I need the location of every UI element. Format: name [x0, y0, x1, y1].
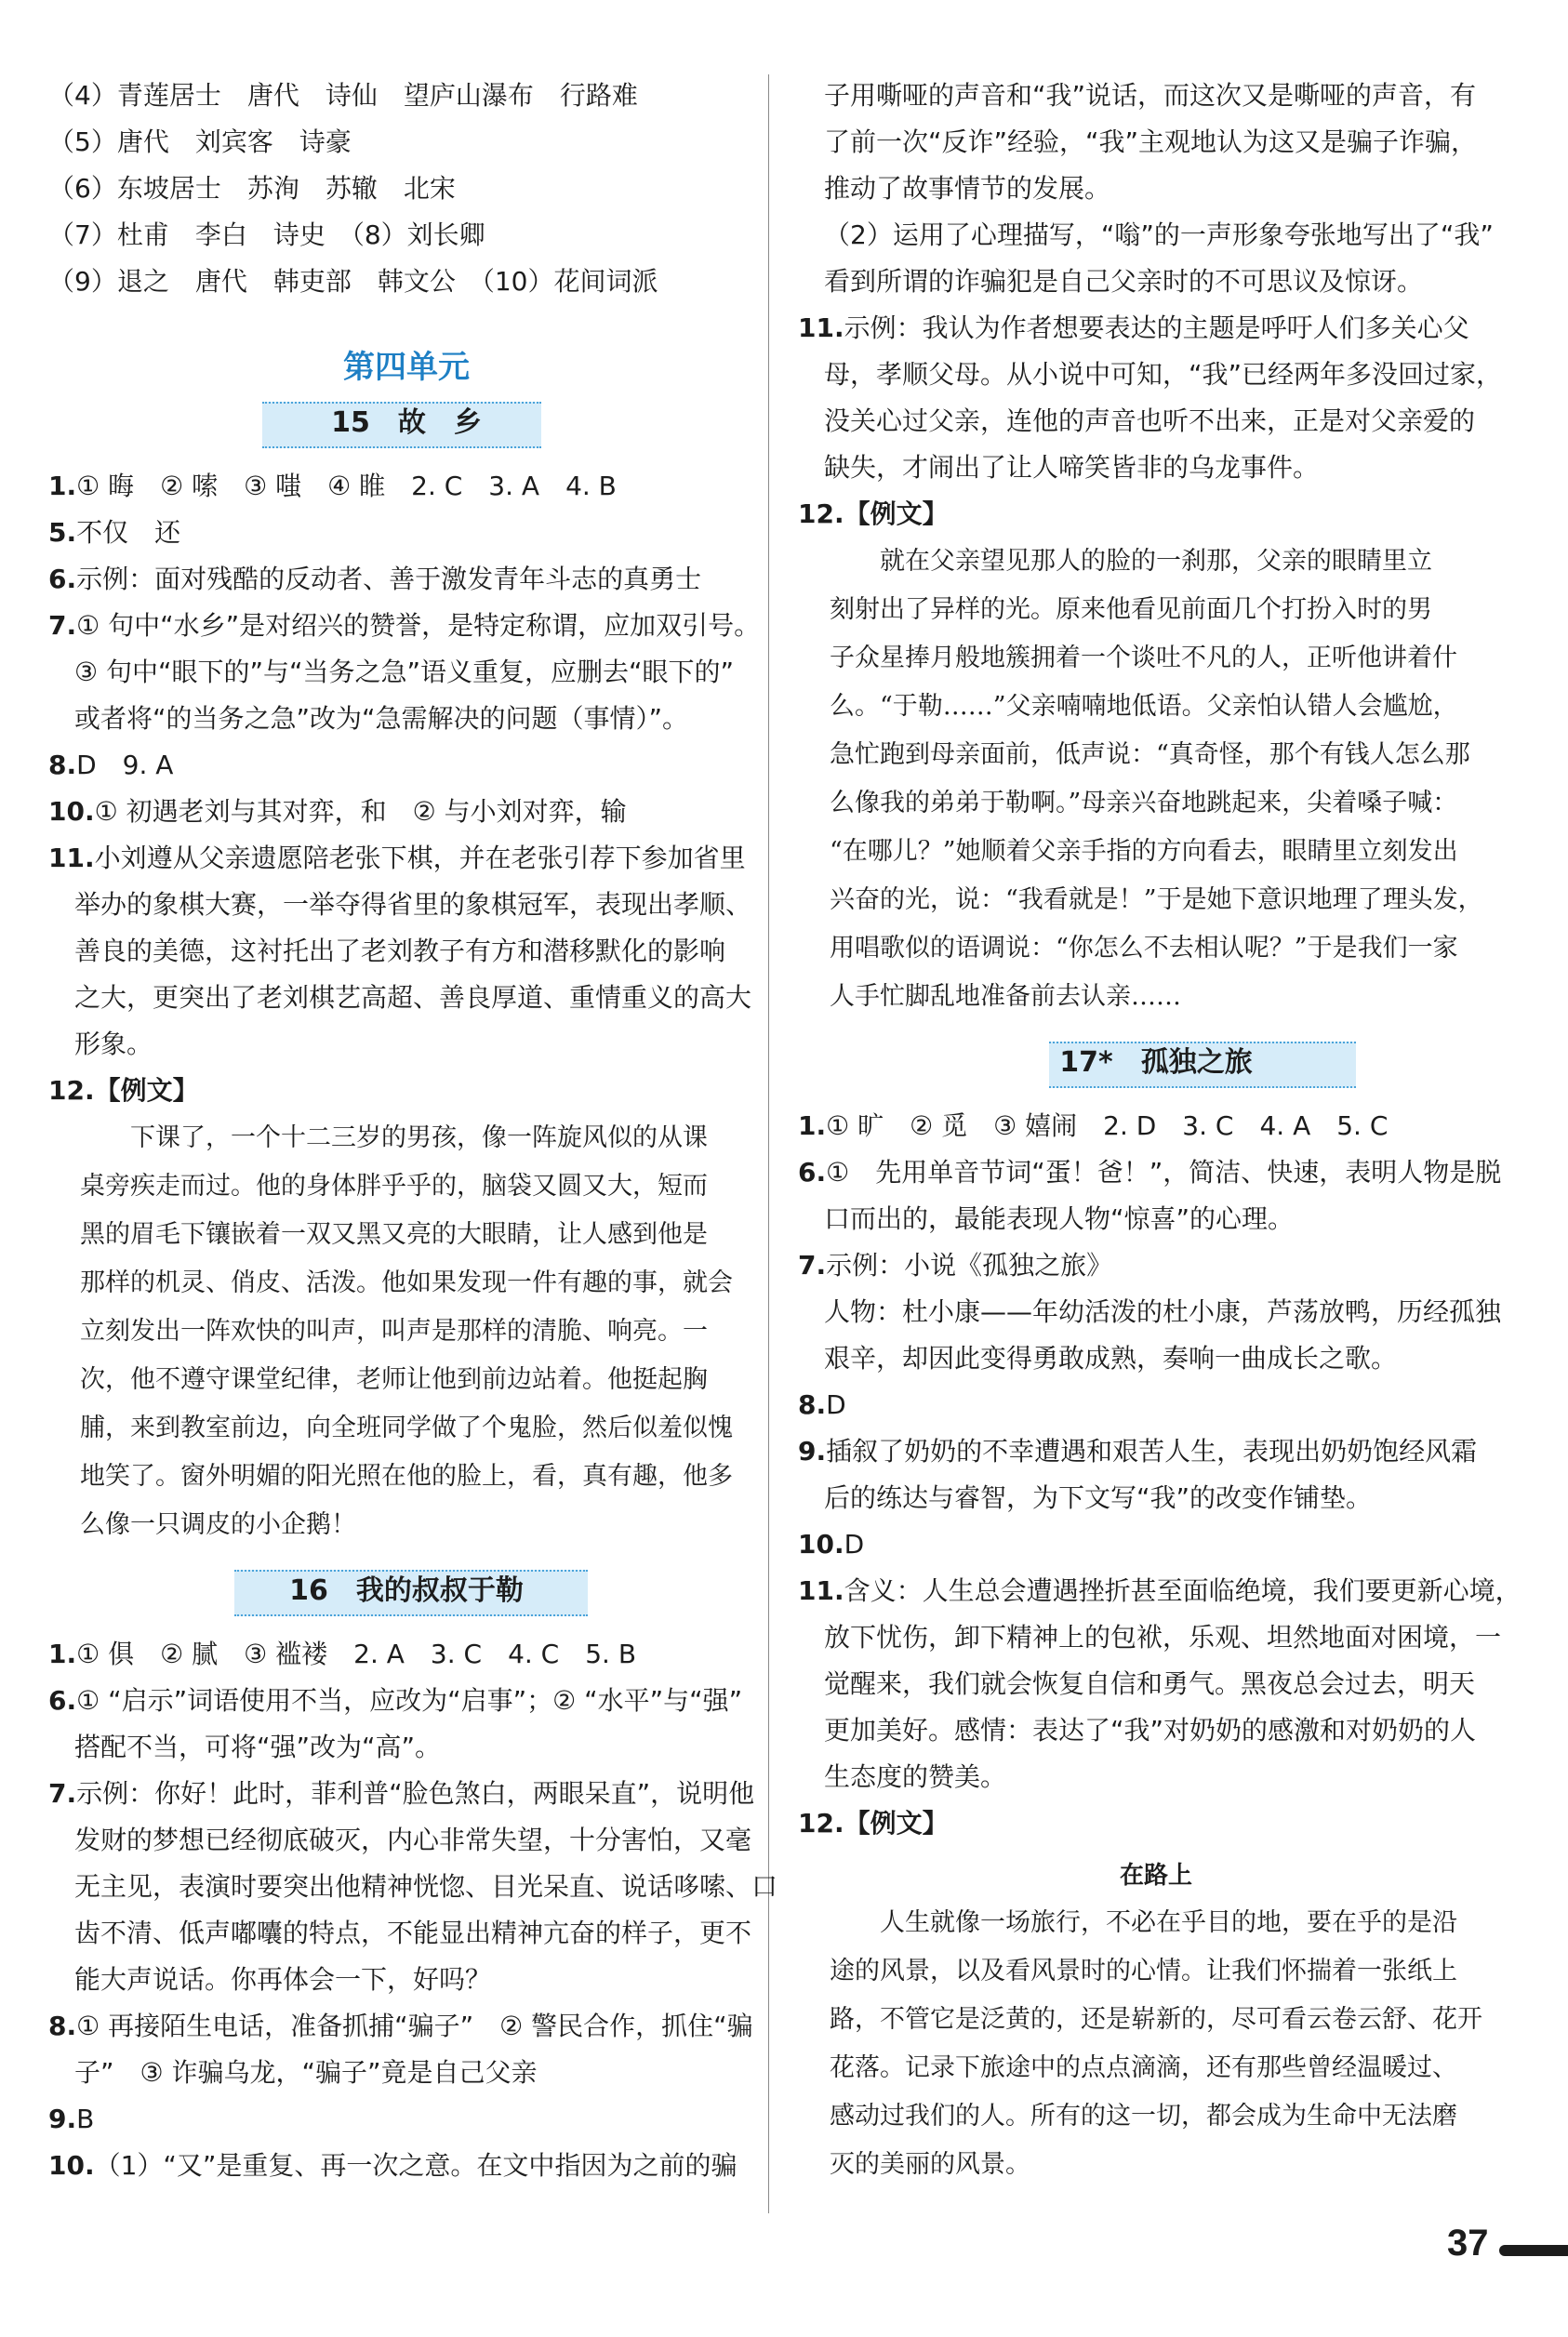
answer-number: 7. [48, 610, 77, 641]
answer-line: 看到所谓的诈骗犯是自己父亲时的不可思议及惊讶。 [824, 266, 1424, 297]
essay-line: 地笑了。窗外明媚的阳光照在他的脸上，看，真有趣，他多 [80, 1462, 733, 1491]
answer-line: 口而出的，最能表现人物“惊喜”的心理。 [824, 1203, 1295, 1234]
answer-number: 7. [48, 1778, 77, 1809]
answer-line [798, 1800, 1514, 1847]
answer-line [48, 835, 764, 882]
answer-line: （5）唐代 刘宾客 诗豪 [48, 126, 352, 157]
answer-line [798, 1242, 1514, 1289]
answer-text: ① 再接陌生电话，准备抓捕“骗子” ② 警民合作，抓住“骗 [76, 2011, 753, 2041]
answer-number: 12. [798, 498, 844, 529]
example-label: 【例文】 [844, 1808, 949, 1839]
essay-line: 用唱歌似的语调说：“你怎么不去相认呢？”于是我们一家 [830, 934, 1458, 963]
essay-line: 花落。记录下旅途中的点点滴滴，还有那些曾经温暖过、 [830, 2053, 1457, 2082]
answer-line: （6）东坡居士 苏洵 苏辙 北宋 [48, 173, 456, 204]
answer-line [798, 491, 1514, 538]
answer-line: 善良的美德，这衬托出了老刘教子有方和潜移默化的影响 [74, 936, 726, 966]
answer-line: 人物：杜小康——年幼活泼的杜小康，芦荡放鸭，历经孤独 [824, 1296, 1502, 1327]
answer-line [798, 1103, 1514, 1149]
answer-text: ① 初遇老刘与其对弈，和 ② 与小刘对弈，输 [94, 796, 627, 827]
answer-line [48, 1678, 764, 1724]
answer-number: 8. [48, 2011, 77, 2041]
lesson-15-title: 15 故 乡 [331, 406, 482, 439]
answer-line [48, 742, 764, 789]
answer-line [798, 1149, 1514, 1196]
answer-text: D 9. A [76, 750, 174, 780]
answer-line [48, 1631, 764, 1678]
essay-line: 子众星捧月般地簇拥着一个谈吐不凡的人，正听他讲着什 [830, 644, 1457, 672]
answer-line: （2）运用了心理描写，“嗡”的一声形象夸张地写出了“我” [824, 219, 1494, 250]
answer-number: 9. [798, 1436, 827, 1467]
answer-line: 推动了故事情节的发展。 [824, 173, 1111, 204]
answer-line: 搭配不当，可将“强”改为“高”。 [74, 1732, 442, 1762]
answer-line: 之大，更突出了老刘棋艺高超、善良厚道、重情重义的高大 [74, 982, 752, 1013]
answer-number: 7. [798, 1250, 827, 1281]
lesson-16-answers [48, 1631, 778, 2189]
answer-line [48, 556, 764, 603]
essay-line: 么像一只调皮的小企鹅！ [80, 1510, 356, 1539]
answer-line: 母，孝顺父母。从小说中可知，“我”已经两年多没回过家， [824, 359, 1503, 390]
answer-number: 11. [798, 1575, 844, 1606]
essay-line: 灭的美丽的风景。 [830, 2150, 1030, 2179]
answer-text: ① 俱 ② 腻 ③ 褴褛 2. A 3. C 4. C 5. B [76, 1639, 637, 1669]
answer-text: 含义：人生总会遭遇挫折甚至面临绝境，我们要更新心境， [844, 1575, 1521, 1606]
essay-line: 下课了，一个十二三岁的男孩，像一阵旋风似的从课 [80, 1123, 708, 1152]
essay-line: 桌旁疾走而过。他的身体胖乎乎的，脑袋又圆又大，短而 [80, 1172, 708, 1201]
essay-line: 么像我的弟弟于勒啊。”母亲兴奋地跳起来，尖着嗓子喊： [830, 789, 1458, 817]
answer-line: 举办的象棋大赛，一举夺得省里的象棋冠军，表现出孝顺、 [74, 889, 752, 920]
essay-title: 在路上 [1119, 1862, 1192, 1890]
answer-line [48, 1771, 764, 1817]
answer-number: 8. [798, 1389, 827, 1420]
answer-line: 齿不清、低声嘟囔的特点，不能显出精神亢奋的样子，更不 [74, 1918, 752, 1948]
essay-line: 人手忙脚乱地准备前去认亲…… [830, 982, 1181, 1011]
answer-text: ① 晦 ② 嗦 ③ 嗤 ④ 睢 2. C 3. A 4. B [76, 471, 617, 501]
essay-line: 次，他不遵守课堂纪律，老师让他到前边站着。他挺起胸 [80, 1365, 708, 1394]
example-label: 【例文】 [94, 1075, 199, 1106]
answer-line: ③ 句中“眼下的”与“当务之急”语义重复，应删去“眼下的” [74, 657, 735, 687]
answer-number: 1. [48, 471, 77, 501]
lesson-17-essay [798, 1899, 1514, 2189]
answer-line: 没关心过父亲，连他的声音也听不出来，正是对父亲爱的 [824, 405, 1476, 436]
lesson-15-header [48, 398, 764, 450]
lesson-16-title: 16 我的叔叔于勒 [289, 1574, 524, 1607]
answer-line [798, 1428, 1514, 1475]
answer-text: ① 旷 ② 觅 ③ 嬉闹 2. D 3. C 4. A 5. C [826, 1110, 1389, 1141]
answer-number: 6. [798, 1157, 827, 1188]
answer-line: （9）退之 唐代 韩吏部 韩文公 （10）花间词派 [48, 266, 658, 297]
answer-number: 10. [48, 796, 95, 827]
answer-line: 觉醒来，我们就会恢复自信和勇气。黑夜总会过去，明天 [824, 1668, 1476, 1699]
right-column [798, 73, 1521, 2189]
answer-number: 12. [798, 1808, 844, 1839]
answer-line: 能大声说话。你再体会一下，好吗？ [74, 1964, 492, 1995]
lesson-15-essay [48, 1114, 764, 1549]
answer-line: 形象。 [74, 1029, 153, 1059]
answer-line: 艰辛，却因此变得勇敢成熟，奏响一曲成长之歌。 [824, 1343, 1398, 1374]
answer-line: 无主见，表演时要突出他精神恍惚、目光呆直、说话哆嗦、口 [74, 1871, 778, 1902]
answer-line [798, 1521, 1514, 1568]
lesson-16-header [48, 1566, 764, 1618]
answer-number: 6. [48, 1685, 77, 1716]
answer-line [48, 2003, 764, 2050]
answer-line: 子” ③ 诈骗乌龙，“骗子”竟是自己父亲 [74, 2057, 538, 2088]
answer-number: 9. [48, 2104, 77, 2134]
answer-number: 8. [48, 750, 77, 780]
lesson-17-header [798, 1038, 1514, 1090]
page-number: 37 [1447, 2223, 1489, 2264]
answer-line [798, 305, 1514, 352]
answer-text: D [844, 1529, 865, 1560]
answer-text: 不仅 还 [76, 517, 181, 548]
essay-line: 兴奋的光，说：“我看就是！”于是她下意识地理了理头发， [830, 885, 1483, 914]
answer-line: 缺失，才闹出了让人啼笑皆非的乌龙事件。 [824, 452, 1320, 483]
answer-line [48, 789, 764, 835]
answer-line [48, 463, 764, 510]
essay-line: 么。“于勒……”父亲喃喃地低语。父亲怕认错人会尴尬， [830, 692, 1458, 721]
unit-title: 第四单元 [343, 349, 470, 386]
essay-line: 路，不管它是泛黄的，还是崭新的，尽可看云卷云舒、花开 [830, 2005, 1482, 2034]
answer-text: 小刘遵从父亲遗愿陪老张下棋，并在老张引荐下参加省里 [94, 843, 746, 873]
answer-text: 示例：我认为作者想要表达的主题是呼吁人们多关心父 [844, 312, 1469, 343]
answer-line: 更加美好。感情：表达了“我”对奶奶的感激和对奶奶的人 [824, 1715, 1477, 1746]
lesson-16-essay [798, 538, 1514, 1021]
lesson-16-continued [798, 73, 1514, 538]
answer-number: 10. [798, 1529, 844, 1560]
answer-line: 或者将“的当务之急”改为“急需解决的问题（事情）”。 [74, 703, 689, 734]
answer-number: 11. [798, 312, 844, 343]
answer-line: 放下忧伤，卸下精神上的包袱，乐观、坦然地面对困境，一 [824, 1622, 1502, 1653]
answer-line [798, 1568, 1521, 1614]
essay-line: 急忙跑到母亲面前，低声说：“真奇怪，那个有钱人怎么那 [830, 740, 1470, 769]
answer-text: 插叙了奶奶的不幸遭遇和艰苦人生，表现出奶奶饱经风霜 [826, 1436, 1478, 1467]
lesson-17-title: 17* 孤独之旅 [1059, 1046, 1253, 1079]
answer-line: 了前一次“反诈”经验，“我”主观地认为这又是骗子诈骗， [824, 126, 1478, 157]
answer-text: 示例：小说《孤独之旅》 [826, 1250, 1113, 1281]
essay-line: “在哪儿？”她顺着父亲手指的方向看去，眼睛里立刻发出 [830, 837, 1458, 866]
essay-line: 就在父亲望见那人的脸的一刹那，父亲的眼睛里立 [830, 547, 1432, 576]
answer-line [48, 510, 764, 556]
essay-line: 人生就像一场旅行，不必在乎目的地，要在乎的是沿 [830, 1908, 1457, 1937]
essay-line: 立刻发出一阵欢快的叫声，叫声是那样的清脆、响亮。一 [80, 1317, 708, 1346]
answer-line [48, 2096, 764, 2143]
example-label: 【例文】 [844, 498, 949, 529]
answer-number: 12. [48, 1075, 95, 1106]
top-answer-list [48, 73, 764, 305]
answer-text: D [826, 1389, 846, 1420]
essay-line: 途的风景，以及看风景时的心情。让我们怀揣着一张纸上 [830, 1957, 1457, 1985]
answer-line: 发财的梦想已经彻底破灭，内心非常失望，十分害怕，又毫 [74, 1825, 752, 1855]
answer-line: 子用嘶哑的声音和“我”说话，而这次又是嘶哑的声音，有 [824, 80, 1477, 111]
essay-line: 那样的机灵、俏皮、活泼。他如果发现一件有趣的事，就会 [80, 1268, 733, 1297]
left-column [48, 73, 778, 2189]
answer-line [48, 2143, 764, 2189]
answer-number: 1. [798, 1110, 827, 1141]
answer-line [48, 1068, 764, 1114]
answer-text: 示例：面对残酷的反动者、善于激发青年斗志的真勇士 [76, 564, 702, 594]
essay-line: 脯，来到教室前边，向全班同学做了个鬼脸，然后似羞似愧 [80, 1414, 733, 1442]
answer-number: 1. [48, 1639, 77, 1669]
answer-line [798, 1382, 1514, 1428]
answer-number: 11. [48, 843, 95, 873]
essay-line: 感动过我们的人。所有的这一切，都会成为生命中无法磨 [830, 2102, 1457, 2131]
answer-text: 示例：你好！此时，菲利普“脸色煞白，两眼呆直”，说明他 [76, 1778, 755, 1809]
answer-number: 10. [48, 2150, 95, 2181]
answer-line: 后的练达与睿智，为下文写“我”的改变作铺垫。 [824, 1482, 1373, 1513]
lesson-17-answers [798, 1103, 1521, 1847]
answer-number: 5. [48, 517, 77, 548]
essay-line: 黑的眉毛下镶嵌着一双又黑又亮的大眼睛，让人感到他是 [80, 1220, 708, 1249]
answer-number: 6. [48, 564, 77, 594]
answer-line: （7）杜甫 李白 诗史 （8）刘长卿 [48, 219, 485, 250]
lesson-15-answers [48, 463, 764, 1114]
answer-text: ① “启示”词语使用不当，应改为“启事”；② “水平”与“强” [76, 1685, 743, 1716]
page-number-bar [1499, 2245, 1568, 2256]
answer-line: 生态度的赞美。 [824, 1761, 1007, 1792]
answer-text: ① 句中“水乡”是对绍兴的赞誉，是特定称谓，应加双引号。 [76, 610, 761, 641]
answer-text: ① 先用单音节词“蛋！爸！”，简洁、快速，表明人物是脱 [826, 1157, 1502, 1188]
essay-line: 刻射出了异样的光。原来他看见前面几个打扮入时的男 [830, 595, 1432, 624]
answer-text: B [76, 2104, 95, 2134]
answer-line: （4）青莲居士 唐代 诗仙 望庐山瀑布 行路难 [48, 80, 638, 111]
answer-line [48, 603, 764, 649]
answer-text: （1）“又”是重复、再一次之意。在文中指因为之前的骗 [94, 2150, 737, 2181]
